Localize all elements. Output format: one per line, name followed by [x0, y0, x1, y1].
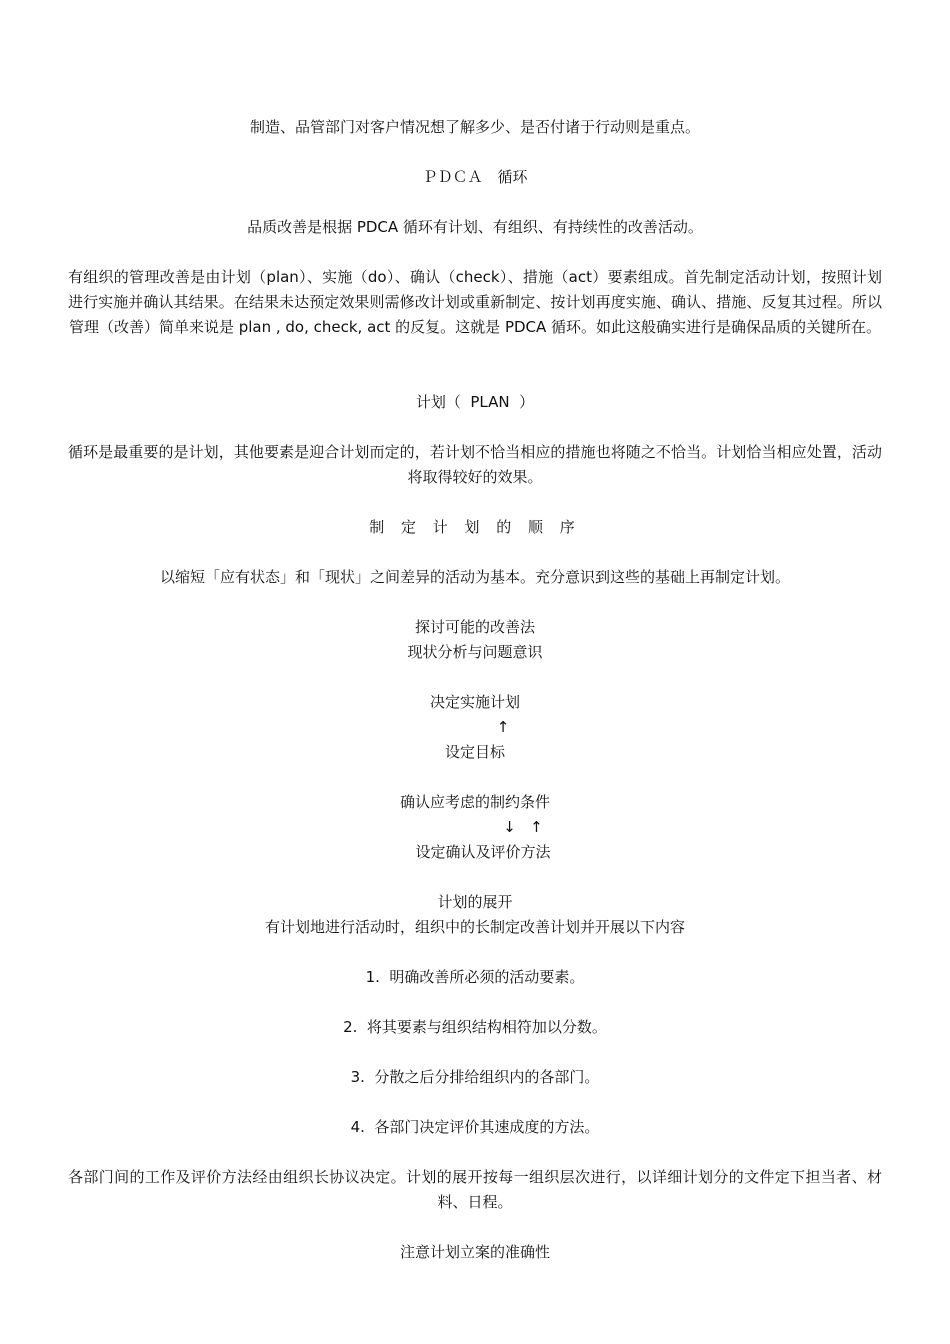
pdca-heading: ＰＤＣＡ 循环: [422, 168, 528, 186]
flow-step-status-analysis: 现状分析与问题意识: [407, 643, 543, 661]
flow-step-constraints: 确认应考虑的制约条件: [399, 793, 550, 811]
pdca-body-paragraph: 有组织的管理改善是由计划（plan）、实施（do）、确认（check）、措施（act）要素组成。首先制定活动计划，按照计划进行实施并确认其结果。在结果未达预定效果则需修改计划或重新制定、按计划再度实施、确认、措施、反复其过程。所以管理（改善）简单来说是 plan , do, check, act 的反复。这就是 PDCA 循环。如此这般确实进行是确保品质的关键所在。: [68, 268, 882, 336]
flow-arrow-up-icon: ↑: [496, 718, 510, 736]
plan-heading: 计划（ PLAN ）: [415, 393, 535, 411]
intro-line: 制造、品管部门对客户情况想了解多少、是否付诸于行动则是重点。: [249, 118, 700, 136]
list-item: 1. 明确改善所必须的活动要素。: [365, 968, 585, 986]
flow-arrow-down-up-icon: ↓ ↑: [503, 818, 543, 836]
procedure-intro: 以缩短「应有状态」和「现状」之间差异的活动为基本。充分意识到这些的基础上再制定计划。: [159, 568, 790, 586]
list-item: 3. 分散之后分排给组织内的各部门。: [350, 1068, 600, 1086]
procedure-heading: 制 定 计 划 的 顺 序: [369, 518, 581, 536]
list-item: 2. 将其要素与组织结构相符加以分数。: [343, 1018, 607, 1036]
flow-step-decide-plan: 决定实施计划: [429, 693, 520, 711]
flow-step-set-goals: 设定目标: [444, 743, 505, 761]
deploy-intro: 有计划地进行活动时，组织中的长制定改善计划并开展以下内容: [264, 918, 685, 936]
deploy-body-paragraph: 各部门间的工作及评价方法经由组织长协议决定。计划的展开按每一组织层次进行，以详细计划分的文件定下担当者、材料、日程。: [68, 1168, 882, 1211]
plan-body-paragraph: 循环是最重要的是计划，其他要素是迎合计划而定的，若计划不恰当相应的措施也将随之不恰当。计划恰当相应处置，活动将取得较好的效果。: [68, 443, 882, 486]
list-item: 4. 各部门决定评价其速成度的方法。: [350, 1118, 600, 1136]
deploy-heading: 计划的展开: [437, 893, 513, 911]
pdca-intro: 品质改善是根据 PDCA 循环有计划、有组织、有持续性的改善活动。: [247, 218, 703, 236]
flow-step-improvement-methods: 探讨可能的改善法: [414, 618, 535, 636]
flow-step-evaluation-method: 设定确认及评价方法: [415, 843, 551, 861]
accuracy-heading: 注意计划立案的准确性: [399, 1243, 550, 1261]
